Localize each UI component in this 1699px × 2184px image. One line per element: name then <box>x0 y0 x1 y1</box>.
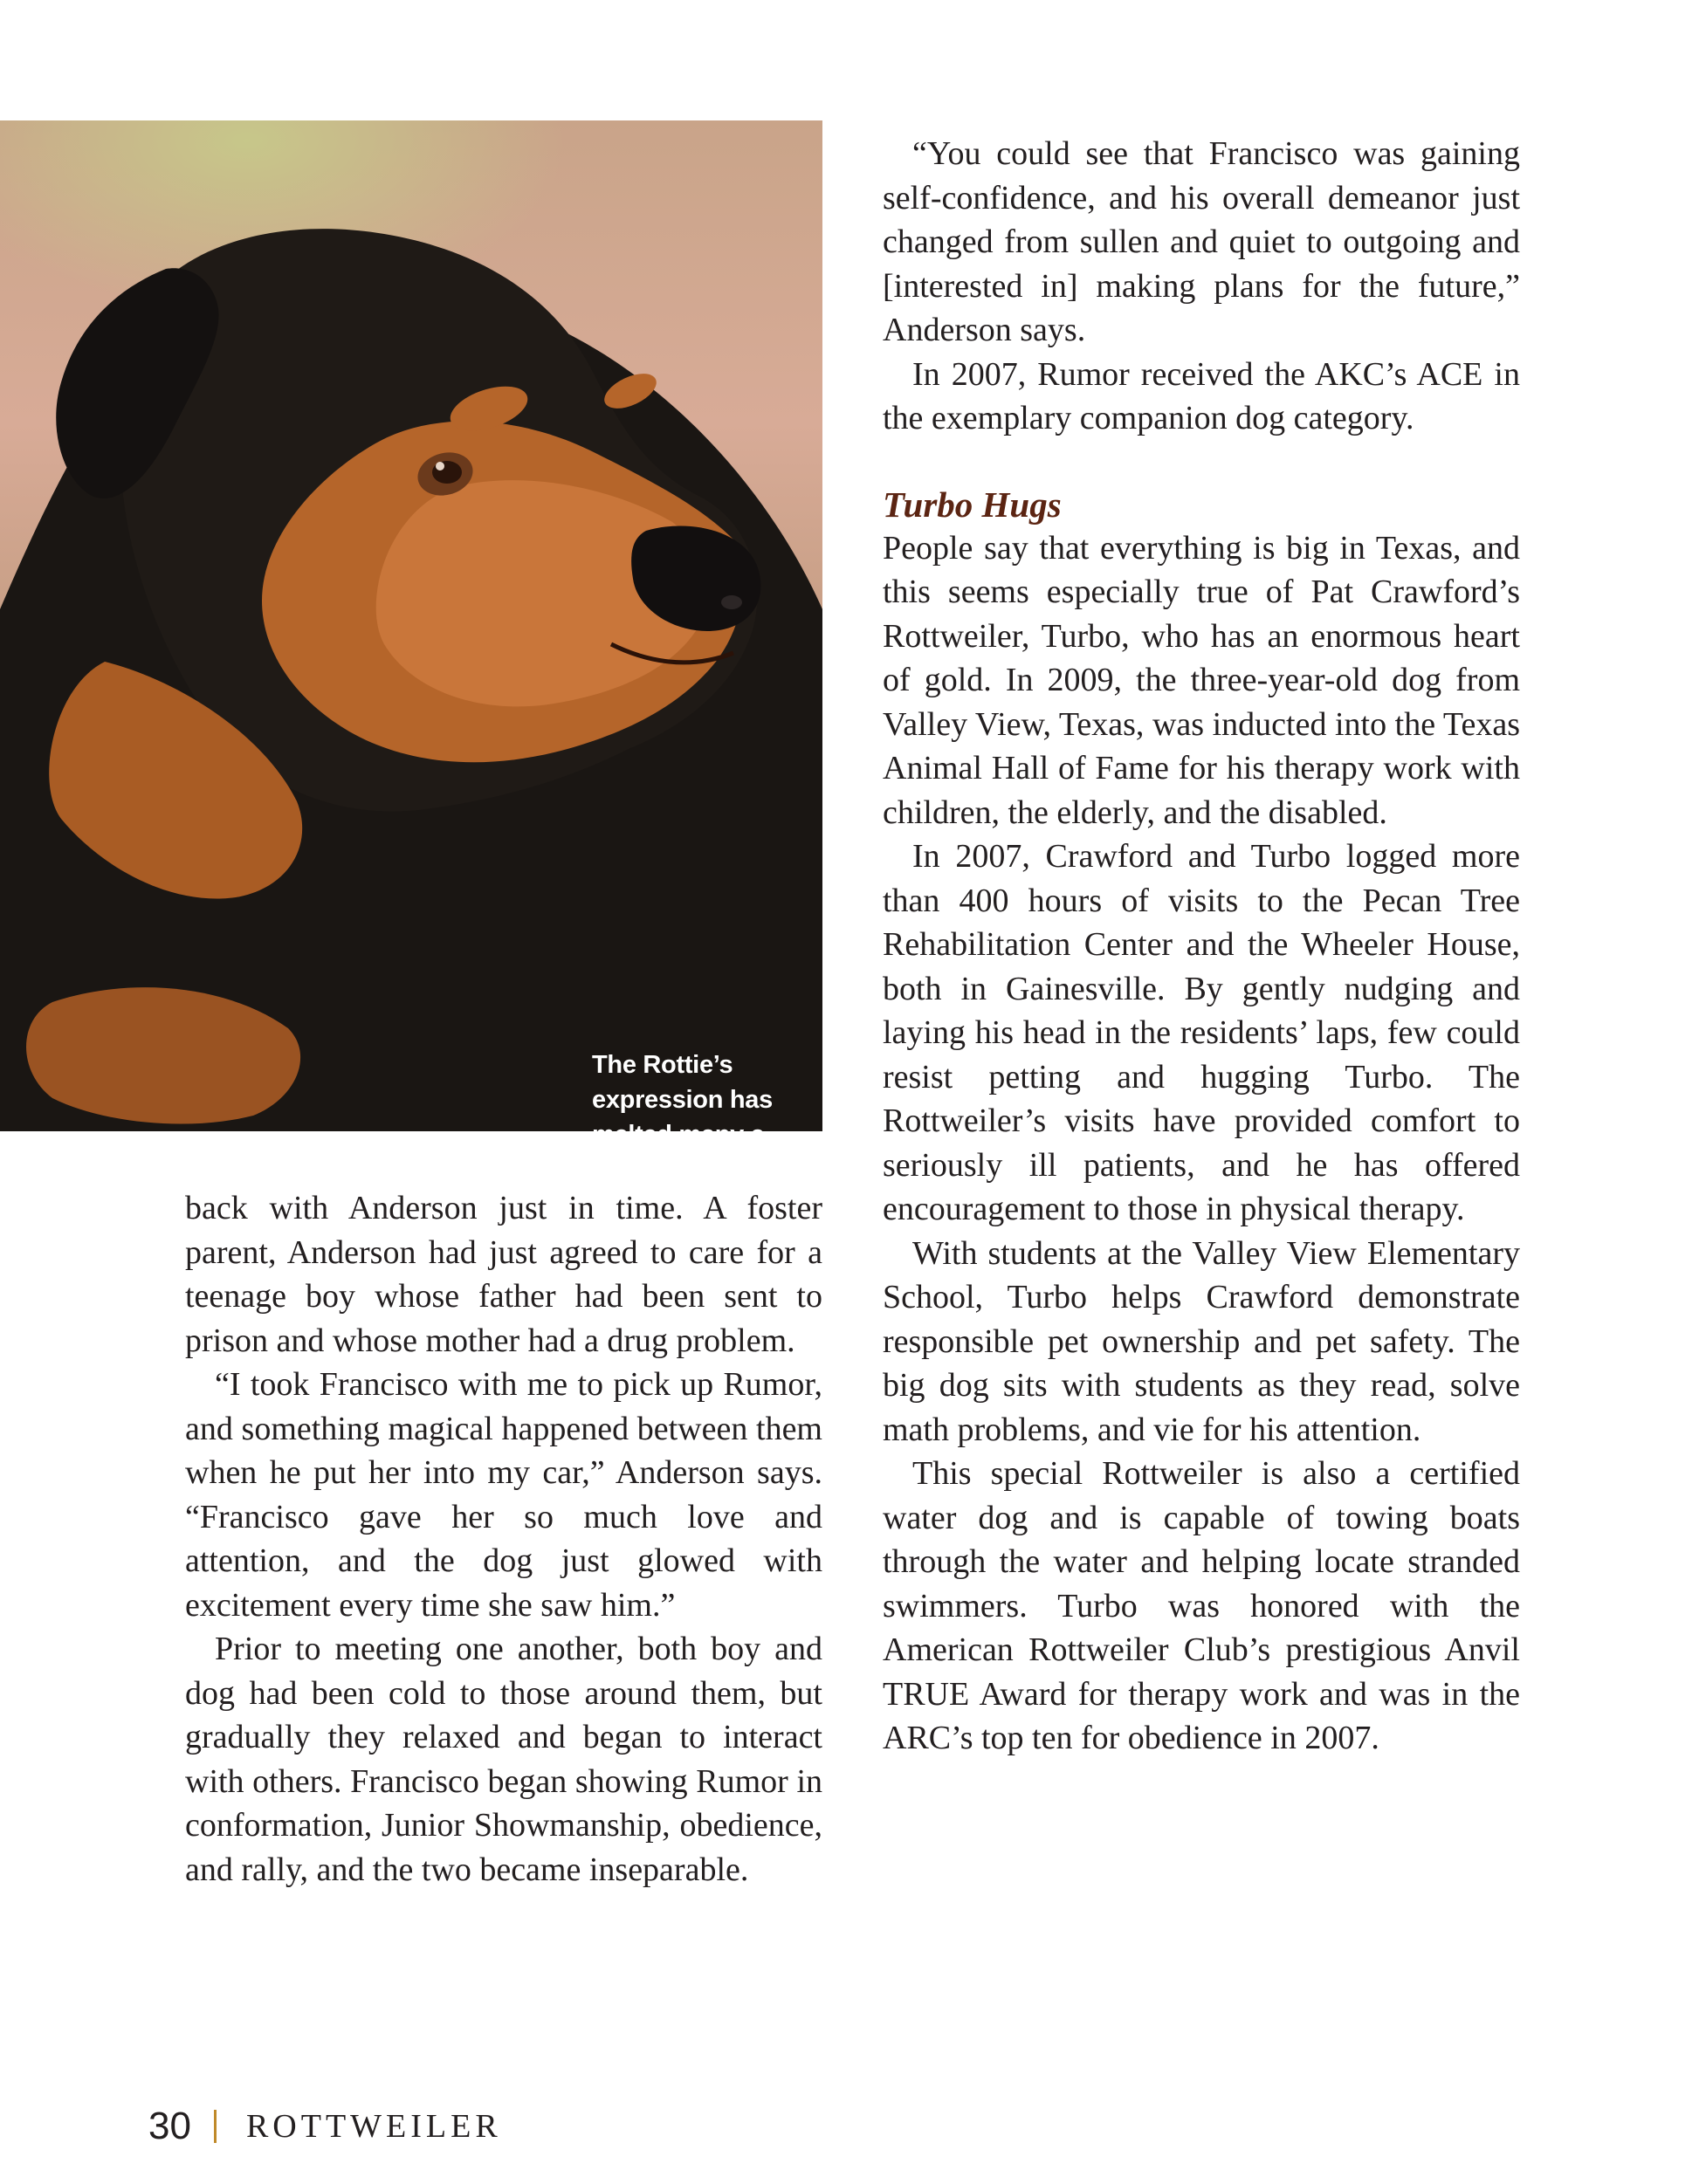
body-paragraph: This special Rottweiler is also a certified water dog and is capable of towing boats through the water and helping locate stranded swimmers. Turbo was honored with the American Rottweiler Club’s prestigious Anvil TRUE Award for therapy work and was in the ARC’s top ten for obedience in 2007. <box>883 1455 1520 1756</box>
photo-caption: The Rottie’s expression has melted many a heart. <box>592 1051 773 1184</box>
body-paragraph: In 2007, Crawford and Turbo logged more than 400 hours of visits to the Pecan Tree Rehabilitation Center and the Wheeler House, both in Gainesville. By gently nudging and laying his head in the residents’ laps, few could resist petting and hugging Turbo. The Rottweiler’s visits have provided comfort to seriously ill patients, and he has offered encouragement to those in physical therapy. <box>883 838 1520 1227</box>
body-paragraph: “I took Francisco with me to pick up Rumor, and something magical happened between them when he put her into my car,” Anderson says. “Francisco gave her so much love and attention, and the dog just glowed with excitement every time she saw him.” <box>185 1366 822 1624</box>
body-paragraph: Prior to meeting one another, both boy and dog had been cold to those around them, but gradually they relaxed and began to interact with others. Francisco began showing Rumor in conformation, Junior Showmanship, obedience, and rally, and the two became inseparable. <box>185 1631 822 1888</box>
section-heading: Turbo Hugs <box>883 484 1062 525</box>
page-number: 30 <box>148 2105 191 2147</box>
body-paragraph: In 2007, Rumor received the AKC’s ACE in the exemplary companion dog category. <box>883 355 1520 436</box>
body-paragraph: People say that everything is big in Texas, and this seems especially true of Pat Crawford’s Rottweiler, Turbo, who has an enormous heart of gold. In 2009, the three-year-old dog from Valley View, Texas, was inducted into the Texas Animal Hall of Fame for his therapy work with children, the elderly, and the disabled. <box>883 529 1520 831</box>
body-paragraph: “You could see that Francisco was gaining self-confidence, and his overall demeanor just changed from sullen and quiet to outgoing and [interested in] making plans for the future,” Anderson says. <box>883 135 1520 348</box>
rottweiler-photo <box>0 120 822 1184</box>
rottweiler-illustration <box>0 120 822 1131</box>
body-paragraph: With students at the Valley View Elementary School, Turbo helps Crawford demonstrate responsible pet ownership and pet safety. The big dog sits with students as they read, solve math problems, and vie for his attention. <box>883 1234 1520 1448</box>
footer-divider <box>214 2110 217 2143</box>
page-footer <box>148 2102 502 2151</box>
publication-title: ROTTWEILER <box>245 2108 502 2145</box>
left-column <box>185 1186 822 1892</box>
right-column <box>883 132 1520 1761</box>
body-paragraph: back with Anderson just in time. A foster parent, Anderson had just agreed to care for a teenage boy whose father had been sent to prison and whose mother had a drug problem. <box>185 1190 822 1359</box>
